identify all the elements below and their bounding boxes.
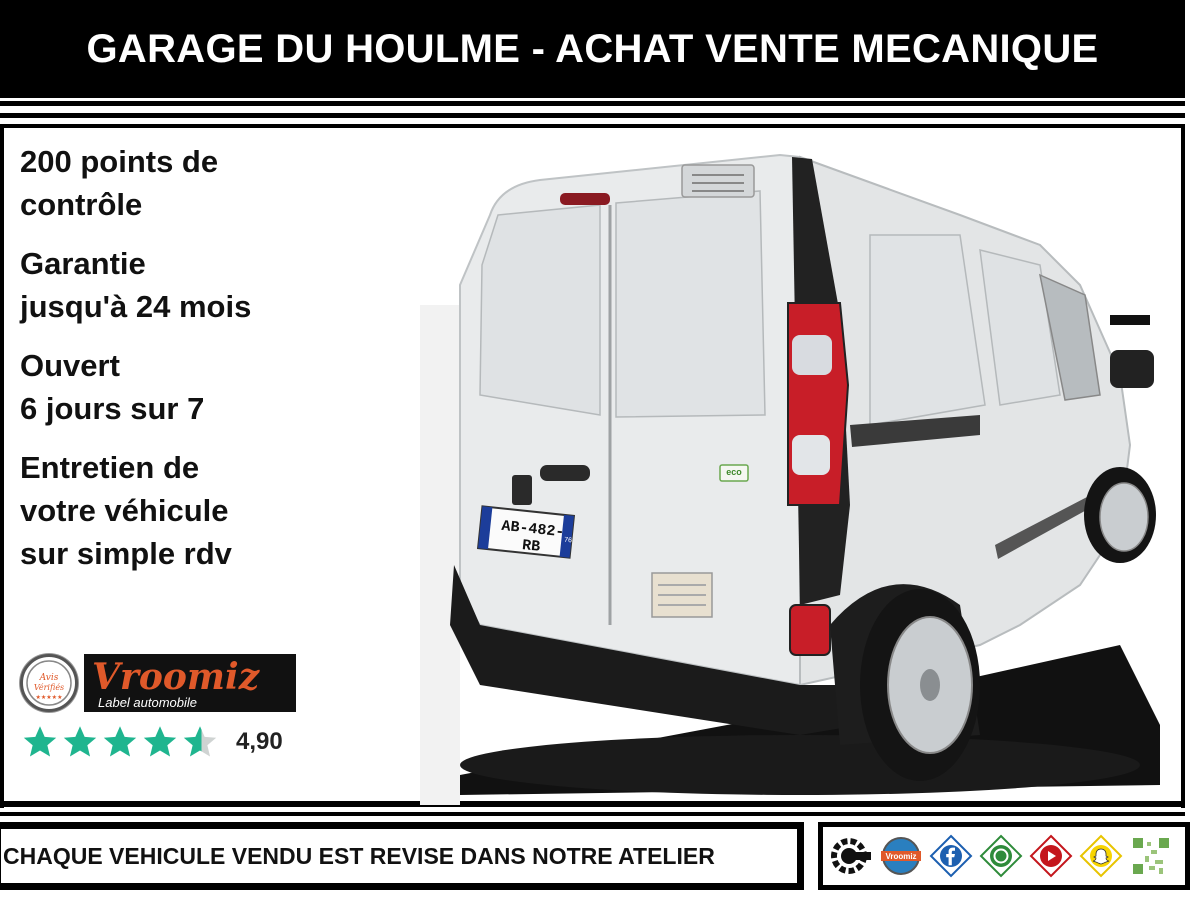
page-title: GARAGE DU HOULME - ACHAT VENTE MECANIQUE [86, 26, 1099, 71]
slogan-text: CHAQUE VEHICULE VENDU EST REVISE DANS NOTRE ATELIER [3, 842, 715, 869]
license-plate-number: AB-482-RB [500, 517, 566, 556]
star-rating [22, 724, 283, 760]
info-list [20, 140, 420, 591]
garage-gear-icon [829, 834, 873, 878]
eco-badge: eco [726, 467, 742, 477]
page-header [0, 0, 1185, 98]
info-item-warranty: Garantie jusqu'à 24 mois [20, 246, 252, 324]
frame-right [1181, 128, 1185, 808]
rating-badges [20, 654, 296, 712]
svg-text:Avis: Avis [39, 673, 59, 683]
rating-value: 4,90 [236, 728, 283, 755]
header-rule-1 [0, 101, 1185, 106]
van-illustration [420, 125, 1180, 805]
youtube-icon[interactable] [1029, 834, 1073, 878]
vroomiz-logo [84, 654, 296, 712]
vroomiz-brand: Vroomiz [92, 656, 260, 698]
star-icon [102, 724, 138, 760]
snapchat-icon[interactable] [1079, 834, 1123, 878]
vroomiz-badge-icon[interactable] [879, 834, 923, 878]
star-half-icon [182, 724, 218, 760]
info-item-maintenance: Entretien de votre véhicule sur simple rdv [20, 450, 232, 571]
vehicle-photo [420, 125, 1180, 805]
info-item-opening-days: Ouvert 6 jours sur 7 [20, 348, 205, 426]
slogan-banner [0, 822, 804, 890]
star-icon [142, 724, 178, 760]
star-icon [62, 724, 98, 760]
facebook-icon[interactable] [929, 834, 973, 878]
svg-text:Vérifiés: Vérifiés [33, 683, 65, 692]
avis-verifies-seal [20, 654, 78, 712]
info-item-control-points: 200 points de contrôle [20, 144, 219, 222]
frame-left [0, 128, 4, 808]
header-rule-2 [0, 113, 1185, 118]
social-links-bar [818, 822, 1190, 890]
mini-vroomiz-label: Vroomiz [885, 852, 917, 861]
qr-code-icon[interactable] [1129, 834, 1173, 878]
license-plate-region: 76 [563, 536, 573, 545]
footer-rule-2 [0, 812, 1185, 816]
star-icon [22, 724, 58, 760]
vroomiz-subtitle: Label automobile [98, 695, 198, 710]
whatsapp-icon[interactable] [979, 834, 1023, 878]
svg-text:★★★★★: ★★★★★ [35, 695, 63, 701]
avis-seal-icon [24, 658, 74, 708]
